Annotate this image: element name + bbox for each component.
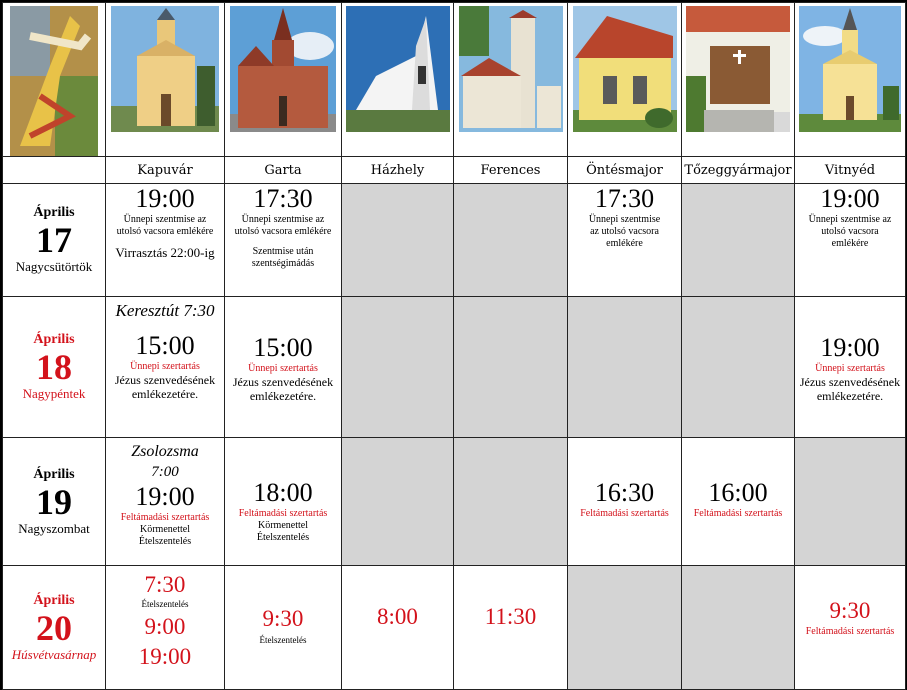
fri-hazhely-empty — [342, 297, 454, 438]
sat-garta — [225, 438, 342, 566]
day-label-thursday — [3, 184, 106, 297]
day-number: 17 — [36, 220, 72, 260]
service-line2: Ételszentelés — [138, 536, 192, 547]
ontesmajor-church-photo — [568, 3, 682, 157]
sun-hazhely — [342, 566, 454, 690]
service-label: Ünnepi szertartás — [815, 363, 885, 374]
service-time: 19:00 — [135, 184, 195, 213]
day-month: Április — [33, 592, 75, 608]
thu-kapuvar — [106, 184, 225, 297]
fri-ontesmajor-empty — [568, 297, 682, 438]
sun-kapuvar — [106, 566, 225, 690]
service-label: Feltámadási szertartás — [120, 512, 210, 523]
fri-garta — [225, 297, 342, 438]
service-desc: Ünnepi szentmise az utolsó vacsora emlékére — [588, 214, 661, 249]
day-name: Nagyszombat — [18, 520, 90, 536]
sat-ferences-empty — [454, 438, 568, 566]
service-pre-time: 7:00 — [151, 464, 179, 480]
fri-vitnyed — [795, 297, 906, 438]
service-time: 18:00 — [253, 478, 313, 507]
day-number: 20 — [36, 607, 72, 648]
day-month: Április — [33, 332, 75, 347]
service-time: 11:30 — [484, 604, 537, 629]
service-time: 17:30 — [594, 184, 655, 213]
service-time: 16:00 — [708, 478, 768, 507]
sat-tozeggyarmajor — [682, 438, 795, 566]
church-name-vitnyed: Vitnyéd — [795, 157, 906, 184]
thu-vitnyed — [795, 184, 906, 297]
service-time: 19:00 — [820, 333, 880, 362]
service-label: Feltámadási szertartás — [805, 626, 895, 637]
thu-hazhely-empty — [342, 184, 454, 297]
day-label-friday — [3, 297, 106, 438]
day-label-sunday — [3, 566, 106, 690]
service-desc: Ünnepi szentmise az utolsó vacsora emlékére — [116, 214, 214, 237]
service-time: 9:30 — [262, 606, 304, 631]
stained-glass-image — [10, 6, 98, 156]
sun-ferences — [454, 566, 568, 690]
service-extra: Szentmise után szentségimádás — [251, 246, 315, 269]
sun-vitnyed — [795, 566, 906, 690]
service-time: 17:30 — [253, 184, 313, 213]
service-label: Feltámadási szertartás — [693, 508, 783, 519]
tozeggyarmajor-church-photo — [682, 3, 795, 157]
service-time: 19:00 — [820, 184, 880, 213]
sat-ontesmajor — [568, 438, 682, 566]
service-line2: Ételszentelés — [256, 532, 310, 543]
fri-kapuvar — [106, 297, 225, 438]
service-desc: Jézus szenvedésének emlékezetére. — [232, 375, 334, 403]
day-month: Április — [33, 205, 75, 220]
service-time-1: 7:30 — [144, 572, 186, 597]
church-name-tozeggyarmajor: Tőzeggyármajor — [682, 157, 795, 184]
service-pre: Keresztút 7:30 — [115, 301, 215, 320]
day-month: Április — [33, 466, 75, 482]
day-name: Húsvétvasárnap — [11, 646, 97, 662]
service-extra: Virrasztás 22:00-ig — [115, 245, 215, 260]
stained-glass-image-cell — [3, 3, 106, 157]
service-time-3: 19:00 — [138, 644, 192, 669]
day-name: Nagypéntek — [22, 386, 86, 401]
thu-garta — [225, 184, 342, 297]
service-time: 8:00 — [377, 604, 418, 629]
service-label: Feltámadási szertartás — [238, 508, 328, 519]
service-time: 15:00 — [253, 333, 313, 362]
fri-ferences-empty — [454, 297, 568, 438]
service-line1: Körmenettel — [140, 524, 190, 535]
service-desc: Ünnepi szentmise az utolsó vacsora emlékére — [234, 214, 332, 237]
day-name: Nagycsütörtök — [15, 259, 93, 274]
sun-tozeggyarmajor-empty — [682, 566, 795, 690]
church-name-hazhely: Házhely — [342, 157, 454, 184]
day-label-saturday — [3, 438, 106, 566]
sat-hazhely-empty — [342, 438, 454, 566]
day-number: 18 — [36, 347, 72, 387]
church-name-ferences: Ferences — [454, 157, 568, 184]
ferences-church-photo — [454, 3, 568, 157]
service-label: Feltámadási szertartás — [580, 508, 669, 519]
church-name-garta: Garta — [225, 157, 342, 184]
corner-cell — [3, 157, 106, 184]
service-time: 19:00 — [135, 482, 195, 511]
thu-ontesmajor — [568, 184, 682, 297]
service-time: 9:30 — [829, 598, 871, 623]
service-desc: Ünnepi szentmise az utolsó vacsora emlékére — [808, 214, 892, 249]
service-time: 16:30 — [594, 478, 655, 507]
church-name-kapuvar: Kapuvár — [106, 157, 225, 184]
hazhely-church-photo — [342, 3, 454, 157]
thu-ferences-empty — [454, 184, 568, 297]
sun-ontesmajor-empty — [568, 566, 682, 690]
day-number: 19 — [36, 481, 72, 522]
sat-kapuvar — [106, 438, 225, 566]
service-time: 15:00 — [135, 331, 195, 360]
service-line1: Körmenettel — [258, 520, 308, 531]
service-label: Ünnepi szertartás — [130, 361, 200, 372]
garta-church-photo — [225, 3, 342, 157]
sun-garta — [225, 566, 342, 690]
kapuvar-church-photo — [106, 3, 225, 157]
vitnyed-church-photo — [795, 3, 906, 157]
easter-schedule-table — [2, 2, 906, 690]
service-label: Ünnepi szertartás — [248, 363, 318, 374]
service-desc: Ételszentelés — [259, 635, 307, 645]
service-desc: Jézus szenvedésének emlékezetére. — [799, 375, 901, 403]
thu-tozeggyarmajor-empty — [682, 184, 795, 297]
service-desc: Ételszentelés — [141, 599, 189, 609]
sat-vitnyed-empty — [795, 438, 906, 566]
service-pre: Zsolozsma — [131, 443, 199, 460]
service-time-2: 9:00 — [144, 614, 186, 639]
service-desc: Jézus szenvedésének emlékezetére. — [114, 373, 216, 401]
fri-tozeggyarmajor-empty — [682, 297, 795, 438]
church-name-ontesmajor: Öntésmajor — [568, 157, 682, 184]
